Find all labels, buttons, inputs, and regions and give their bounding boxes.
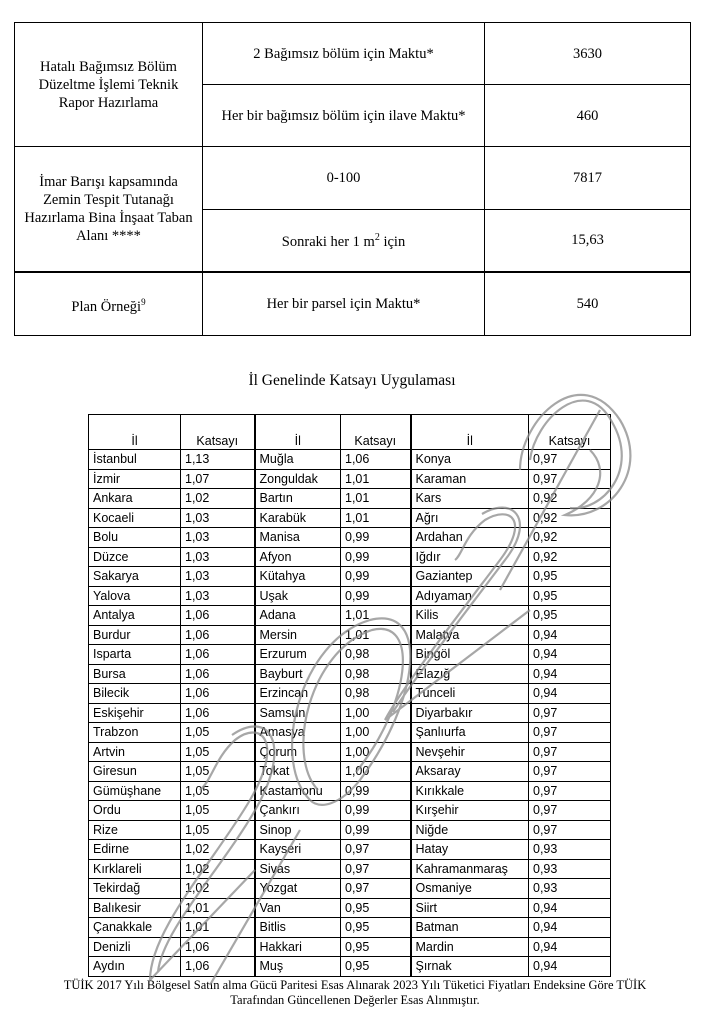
table-row bbox=[89, 840, 611, 860]
province-cell: Bayburt bbox=[255, 664, 341, 684]
province-cell: Van bbox=[255, 898, 341, 918]
coefficient-cell: 0,98 bbox=[341, 664, 411, 684]
table-row bbox=[89, 684, 611, 704]
province-cell: Kayseri bbox=[255, 840, 341, 860]
province-cell: Giresun bbox=[89, 762, 181, 782]
coefficient-cell: 1,01 bbox=[181, 918, 255, 938]
coefficient-cell: 0,99 bbox=[341, 567, 411, 587]
coefficient-cell: 1,13 bbox=[181, 450, 255, 470]
province-cell: Erzurum bbox=[255, 645, 341, 665]
coefficient-cell: 0,97 bbox=[529, 781, 611, 801]
coefficient-cell: 1,06 bbox=[181, 606, 255, 626]
province-cell: Bilecik bbox=[89, 684, 181, 704]
province-cell: Kütahya bbox=[255, 567, 341, 587]
province-cell: Elazığ bbox=[411, 664, 529, 684]
fee-item-value: 460 bbox=[485, 85, 691, 147]
coefficient-cell: 0,97 bbox=[341, 840, 411, 860]
province-cell: Uşak bbox=[255, 586, 341, 606]
coefficient-cell: 0,93 bbox=[529, 879, 611, 899]
table-row bbox=[89, 645, 611, 665]
header-il: İl bbox=[89, 415, 181, 450]
province-cell: Erzincan bbox=[255, 684, 341, 704]
province-cell: Rize bbox=[89, 820, 181, 840]
header-katsayi: Katsayı bbox=[341, 415, 411, 450]
province-cell: Denizli bbox=[89, 937, 181, 957]
header-katsayi: Katsayı bbox=[181, 415, 255, 450]
coefficient-cell: 1,00 bbox=[341, 723, 411, 743]
province-cell: Kocaeli bbox=[89, 508, 181, 528]
province-cell: Ordu bbox=[89, 801, 181, 821]
coefficient-cell: 0,94 bbox=[529, 664, 611, 684]
table-row bbox=[89, 508, 611, 528]
province-cell: Muğla bbox=[255, 450, 341, 470]
coefficient-cell: 0,94 bbox=[529, 645, 611, 665]
province-cell: Kilis bbox=[411, 606, 529, 626]
province-cell: Edirne bbox=[89, 840, 181, 860]
table-row bbox=[89, 547, 611, 567]
province-cell: Aydın bbox=[89, 957, 181, 977]
fee-item-value: 7817 bbox=[485, 147, 691, 209]
province-cell: Nevşehir bbox=[411, 742, 529, 762]
province-cell: Diyarbakır bbox=[411, 703, 529, 723]
table-row bbox=[89, 879, 611, 899]
coefficient-cell: 1,03 bbox=[181, 547, 255, 567]
coefficient-cell: 0,94 bbox=[529, 625, 611, 645]
province-cell: Çankırı bbox=[255, 801, 341, 821]
coefficient-cell: 0,97 bbox=[529, 801, 611, 821]
coefficient-cell: 0,97 bbox=[341, 859, 411, 879]
coefficient-cell: 0,93 bbox=[529, 840, 611, 860]
table-row bbox=[89, 567, 611, 587]
province-cell: Bolu bbox=[89, 528, 181, 548]
coefficient-cell: 0,94 bbox=[529, 918, 611, 938]
table-row bbox=[89, 918, 611, 938]
province-cell: Ankara bbox=[89, 489, 181, 509]
coefficient-cell: 1,00 bbox=[341, 762, 411, 782]
coefficient-cell: 0,94 bbox=[529, 684, 611, 704]
coefficient-cell: 1,03 bbox=[181, 508, 255, 528]
province-cell: Şırnak bbox=[411, 957, 529, 977]
province-cell: Iğdır bbox=[411, 547, 529, 567]
table-row bbox=[89, 801, 611, 821]
coefficient-cell: 1,05 bbox=[181, 820, 255, 840]
footnote: TÜİK 2017 Yılı Bölgesel Satın alma Gücü Paritesi Esas Alınarak 2023 Yılı Tüketici Fiyatları Endeksine Göre TÜİK Tarafından Güncellenen Değerler Esas Alınmıştır. bbox=[63, 978, 647, 1007]
province-cell: Gaziantep bbox=[411, 567, 529, 587]
coefficient-cell: 1,06 bbox=[181, 937, 255, 957]
province-cell: Adıyaman bbox=[411, 586, 529, 606]
coefficient-cell: 1,06 bbox=[181, 625, 255, 645]
coefficient-cell: 0,97 bbox=[529, 703, 611, 723]
province-cell: Zonguldak bbox=[255, 469, 341, 489]
fee-group-label bbox=[15, 272, 203, 335]
coefficient-cell: 0,99 bbox=[341, 801, 411, 821]
fee-item-value: 540 bbox=[485, 272, 691, 335]
province-cell: Kahramanmaraş bbox=[411, 859, 529, 879]
province-cell: Eskişehir bbox=[89, 703, 181, 723]
province-cell: Afyon bbox=[255, 547, 341, 567]
fee-item-desc: 2 Bağımsız bölüm için Maktu* bbox=[203, 23, 485, 85]
coefficient-cell: 0,94 bbox=[529, 898, 611, 918]
coefficient-cell: 0,95 bbox=[341, 937, 411, 957]
coefficient-cell: 1,06 bbox=[181, 645, 255, 665]
fee-item-value: 3630 bbox=[485, 23, 691, 85]
province-cell: Hatay bbox=[411, 840, 529, 860]
province-cell: Manisa bbox=[255, 528, 341, 548]
table-row bbox=[89, 664, 611, 684]
coefficient-cell: 1,01 bbox=[341, 625, 411, 645]
coefficient-cell: 1,05 bbox=[181, 742, 255, 762]
table-row bbox=[89, 820, 611, 840]
province-cell: Konya bbox=[411, 450, 529, 470]
table-row bbox=[89, 723, 611, 743]
province-cell: Sivas bbox=[255, 859, 341, 879]
province-cell: Kırıkkale bbox=[411, 781, 529, 801]
province-cell: Muş bbox=[255, 957, 341, 977]
province-cell: Mardin bbox=[411, 937, 529, 957]
province-cell: Aksaray bbox=[411, 762, 529, 782]
table-row bbox=[89, 586, 611, 606]
province-cell: Malatya bbox=[411, 625, 529, 645]
table-row bbox=[89, 957, 611, 977]
table-row bbox=[89, 742, 611, 762]
table-row bbox=[89, 450, 611, 470]
coefficient-cell: 1,05 bbox=[181, 781, 255, 801]
province-cell: Sinop bbox=[255, 820, 341, 840]
province-cell: Gümüşhane bbox=[89, 781, 181, 801]
coefficient-cell: 1,05 bbox=[181, 723, 255, 743]
coefficient-cell: 1,05 bbox=[181, 801, 255, 821]
coefficient-cell: 0,97 bbox=[529, 450, 611, 470]
coefficient-cell: 1,02 bbox=[181, 840, 255, 860]
footnote-mark: 9 bbox=[141, 296, 146, 307]
province-cell: Trabzon bbox=[89, 723, 181, 743]
fee-item-desc: 0-100 bbox=[203, 147, 485, 209]
coefficient-cell: 1,06 bbox=[181, 664, 255, 684]
coefficient-cell: 1,07 bbox=[181, 469, 255, 489]
table-row bbox=[89, 703, 611, 723]
coefficient-cell: 0,93 bbox=[529, 859, 611, 879]
coefficient-cell: 0,95 bbox=[529, 567, 611, 587]
province-cell: Balıkesir bbox=[89, 898, 181, 918]
province-cell: İzmir bbox=[89, 469, 181, 489]
coefficient-cell: 0,95 bbox=[341, 898, 411, 918]
fee-item-desc bbox=[203, 209, 485, 272]
province-cell: Siirt bbox=[411, 898, 529, 918]
province-cell: İstanbul bbox=[89, 450, 181, 470]
header-katsayi: Katsayı bbox=[529, 415, 611, 450]
fee-table bbox=[14, 22, 691, 336]
coefficient-cell: 0,94 bbox=[529, 957, 611, 977]
province-cell: Mersin bbox=[255, 625, 341, 645]
coefficient-cell: 0,92 bbox=[529, 489, 611, 509]
province-cell: Isparta bbox=[89, 645, 181, 665]
province-cell: Karaman bbox=[411, 469, 529, 489]
province-cell: Adana bbox=[255, 606, 341, 626]
coefficient-cell: 1,03 bbox=[181, 586, 255, 606]
coefficient-cell: 1,00 bbox=[341, 742, 411, 762]
coefficient-cell: 0,95 bbox=[529, 606, 611, 626]
coefficient-cell: 1,01 bbox=[341, 508, 411, 528]
coefficient-cell: 0,95 bbox=[341, 918, 411, 938]
coefficient-cell: 1,05 bbox=[181, 762, 255, 782]
coefficient-cell: 0,92 bbox=[529, 547, 611, 567]
coefficient-cell: 0,99 bbox=[341, 820, 411, 840]
province-cell: Yalova bbox=[89, 586, 181, 606]
coefficient-header-row bbox=[89, 415, 611, 450]
coefficient-cell: 0,97 bbox=[529, 820, 611, 840]
superscript-2: 2 bbox=[374, 232, 380, 244]
table-row bbox=[89, 859, 611, 879]
table-row bbox=[89, 937, 611, 957]
coefficient-cell: 1,02 bbox=[181, 879, 255, 899]
province-cell: Batman bbox=[411, 918, 529, 938]
coefficient-cell: 0,97 bbox=[529, 742, 611, 762]
header-il: İl bbox=[255, 415, 341, 450]
coefficient-cell: 1,03 bbox=[181, 528, 255, 548]
coefficient-cell: 1,06 bbox=[181, 957, 255, 977]
coefficient-cell: 1,03 bbox=[181, 567, 255, 587]
coefficient-cell: 0,99 bbox=[341, 547, 411, 567]
province-cell: Tunceli bbox=[411, 684, 529, 704]
province-cell: Samsun bbox=[255, 703, 341, 723]
coefficient-cell: 0,97 bbox=[529, 723, 611, 743]
coefficient-table bbox=[88, 414, 611, 977]
coefficient-cell: 0,92 bbox=[529, 508, 611, 528]
province-cell: Bingöl bbox=[411, 645, 529, 665]
province-cell: Tokat bbox=[255, 762, 341, 782]
coefficient-cell: 1,00 bbox=[341, 703, 411, 723]
header-il: İl bbox=[411, 415, 529, 450]
coefficient-cell: 1,06 bbox=[181, 684, 255, 704]
province-cell: Burdur bbox=[89, 625, 181, 645]
province-cell: Çanakkale bbox=[89, 918, 181, 938]
section-title: İl Genelinde Katsayı Uygulaması bbox=[248, 372, 456, 389]
table-row bbox=[89, 625, 611, 645]
coefficient-cell: 0,97 bbox=[341, 879, 411, 899]
province-cell: Tekirdağ bbox=[89, 879, 181, 899]
province-cell: Kırklareli bbox=[89, 859, 181, 879]
coefficient-cell: 1,01 bbox=[341, 469, 411, 489]
province-cell: Karabük bbox=[255, 508, 341, 528]
coefficient-cell: 0,94 bbox=[529, 937, 611, 957]
province-cell: Kastamonu bbox=[255, 781, 341, 801]
province-cell: Düzce bbox=[89, 547, 181, 567]
province-cell: Yozgat bbox=[255, 879, 341, 899]
province-cell: Artvin bbox=[89, 742, 181, 762]
fee-group-label: İmar Barışı kapsamında Zemin Tespit Tutanağı Hazırlama Bina İnşaat Taban Alanı **** bbox=[15, 147, 203, 272]
table-row bbox=[89, 469, 611, 489]
table-row bbox=[89, 489, 611, 509]
coefficient-cell: 1,01 bbox=[341, 489, 411, 509]
province-cell: Sakarya bbox=[89, 567, 181, 587]
province-cell: Kırşehir bbox=[411, 801, 529, 821]
coefficient-cell: 0,99 bbox=[341, 781, 411, 801]
coefficient-cell: 0,95 bbox=[529, 586, 611, 606]
fee-group-label-text: Plan Örneği bbox=[71, 298, 142, 315]
province-cell: Çorum bbox=[255, 742, 341, 762]
fee-item-value: 15,63 bbox=[485, 209, 691, 272]
province-cell: Amasya bbox=[255, 723, 341, 743]
fee-item-desc: Her bir bağımsız bölüm için ilave Maktu* bbox=[203, 85, 485, 147]
fee-group-label: Hatalı Bağımsız Bölüm Düzeltme İşlemi Teknik Rapor Hazırlama bbox=[15, 23, 203, 147]
province-cell: Antalya bbox=[89, 606, 181, 626]
province-cell: Şanlıurfa bbox=[411, 723, 529, 743]
coefficient-cell: 0,97 bbox=[529, 762, 611, 782]
coefficient-cell: 1,06 bbox=[341, 450, 411, 470]
fee-item-desc: Her bir parsel için Maktu* bbox=[203, 272, 485, 335]
coefficient-cell: 0,97 bbox=[529, 469, 611, 489]
province-cell: Ardahan bbox=[411, 528, 529, 548]
table-row bbox=[89, 762, 611, 782]
coefficient-cell: 1,06 bbox=[181, 703, 255, 723]
coefficient-cell: 0,95 bbox=[341, 957, 411, 977]
coefficient-cell: 1,02 bbox=[181, 489, 255, 509]
province-cell: Bitlis bbox=[255, 918, 341, 938]
table-row bbox=[89, 606, 611, 626]
fee-item-desc-suffix: için bbox=[379, 234, 406, 251]
coefficient-cell: 0,98 bbox=[341, 684, 411, 704]
province-cell: Kars bbox=[411, 489, 529, 509]
table-row bbox=[89, 898, 611, 918]
table-row bbox=[89, 528, 611, 548]
fee-item-desc-prefix: Sonraki her 1 m bbox=[281, 234, 375, 251]
coefficient-cell: 0,99 bbox=[341, 586, 411, 606]
coefficient-cell: 0,99 bbox=[341, 528, 411, 548]
province-cell: Hakkari bbox=[255, 937, 341, 957]
province-cell: Ağrı bbox=[411, 508, 529, 528]
coefficient-cell: 0,98 bbox=[341, 645, 411, 665]
table-row bbox=[89, 781, 611, 801]
province-cell: Bartın bbox=[255, 489, 341, 509]
province-cell: Niğde bbox=[411, 820, 529, 840]
coefficient-cell: 1,02 bbox=[181, 859, 255, 879]
province-cell: Bursa bbox=[89, 664, 181, 684]
province-cell: Osmaniye bbox=[411, 879, 529, 899]
coefficient-cell: 1,01 bbox=[341, 606, 411, 626]
coefficient-cell: 1,01 bbox=[181, 898, 255, 918]
coefficient-cell: 0,92 bbox=[529, 528, 611, 548]
